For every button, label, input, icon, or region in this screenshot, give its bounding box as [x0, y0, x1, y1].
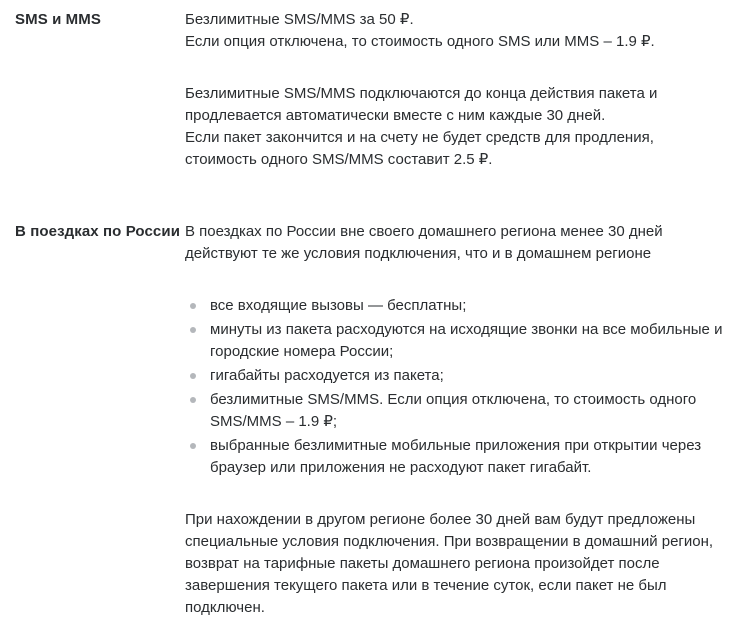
list-item-text: выбранные безлимитные мобильные приложения при открытии через браузер или приложения не расходуют пакет гигабайт. [210, 437, 702, 476]
bullet-dot-icon [190, 397, 196, 403]
row-content-sms-mms [185, 9, 727, 171]
list-item [185, 295, 727, 317]
text-line: Если опция отключена, то стоимость одного SMS или MMS – 1.9 ₽. [185, 33, 655, 50]
travel-conditions-list [185, 295, 727, 479]
list-item-text: гигабайты расходуется из пакета; [210, 367, 444, 384]
list-item [185, 435, 727, 479]
text-line: При нахождении в другом регионе более 30 дней вам будут предложены специальные условия подключения. При возвращении в домашний регион, возврат на тарифные пакеты домашнего региона произойдет после завершения текущего пакета или в течение суток, если пакет не был подключен. [185, 511, 714, 616]
paragraph-sms-price [185, 9, 727, 53]
row-label-travel-russia: В поездках по России [15, 223, 181, 240]
bullet-dot-icon [190, 303, 196, 309]
row-content-travel-russia [185, 221, 727, 619]
list-item [185, 389, 727, 433]
list-item-text: все входящие вызовы — бесплатны; [210, 297, 467, 314]
row-label-sms-mms: SMS и MMS [15, 11, 101, 28]
section-travel-russia [15, 221, 727, 619]
section-sms-mms [15, 9, 727, 171]
text-line: Если пакет закончится и на счету не будет средств для продления, стоимость одного SMS/MMS составит 2.5 ₽. [185, 129, 654, 168]
list-item-text: безлимитные SMS/MMS. Если опция отключена, то стоимость одного SMS/MMS – 1.9 ₽; [210, 391, 697, 430]
text-line: Безлимитные SMS/MMS за 50 ₽. [185, 11, 414, 28]
bullet-dot-icon [190, 327, 196, 333]
paragraph-sms-renewal [185, 83, 727, 171]
text-line: Безлимитные SMS/MMS подключаются до конца действия пакета и продлевается автоматически вместе с ним каждые 30 дней. [185, 85, 658, 124]
paragraph-travel-intro [185, 221, 727, 265]
list-item [185, 365, 727, 387]
bullet-dot-icon [190, 373, 196, 379]
paragraph-travel-longstay [185, 509, 727, 619]
list-item-text: минуты из пакета расходуются на исходящие звонки на все мобильные и городские номера России; [210, 321, 723, 360]
bullet-dot-icon [190, 443, 196, 449]
list-item [185, 319, 727, 363]
text-line: В поездках по России вне своего домашнего региона менее 30 дней действуют те же условия подключения, что и в домашнем регионе [185, 223, 663, 262]
